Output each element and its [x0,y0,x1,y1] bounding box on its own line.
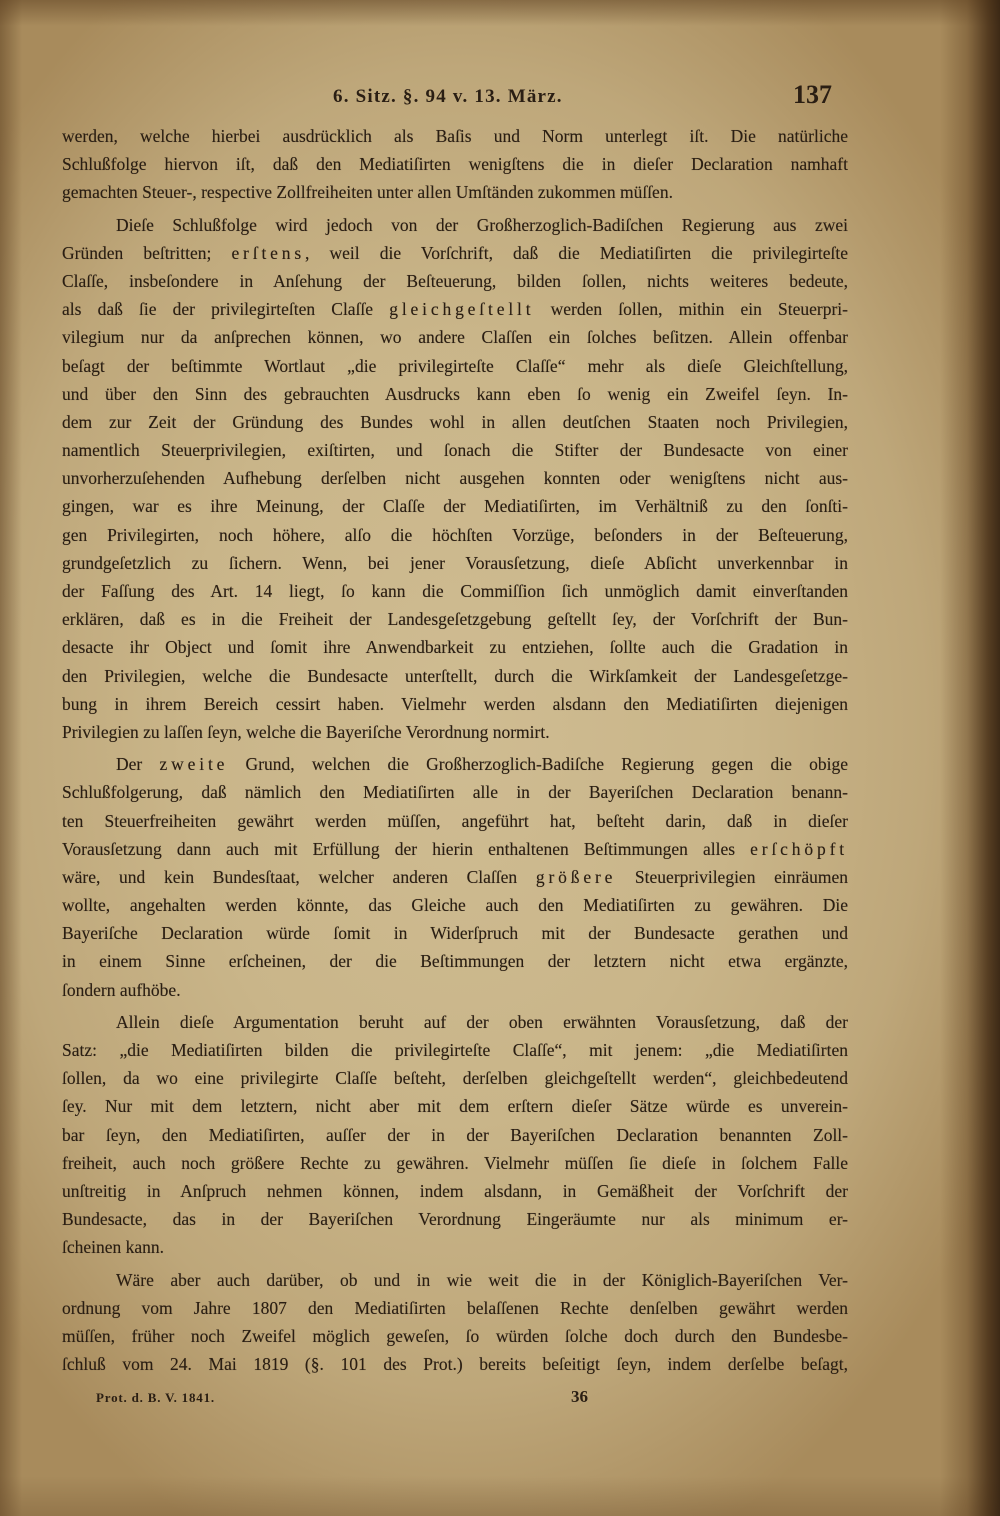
text-line: vilegium nur da anſprechen können, wo andere Claſſen ein ſolches beſitzen. Allein offenbar [62,327,848,348]
sheet-number: 36 [571,1387,588,1406]
text-line: dem zur Zeit der Gründung des Bundes wohl in allen deutſchen Staaten noch Privilegien, [62,411,848,432]
text-line: Dieſe Schlußfolge wird jedoch von der Großherzoglich-Badiſchen Regierung aus zwei [116,214,848,235]
text-line: Bundesacte, das in der Bayeriſchen Verordnung Eingeräumte nur als minimum er- [62,1209,848,1230]
text-line: gingen, war es ihre Meinung, der Claſſe der Mediatiſirten, im Verhältniß zu den ſonſti- [62,496,848,517]
text-line: Schlußfolgerung, daß nämlich den Mediatiſirten alle in der Bayeriſchen Declaration benann- [62,782,848,803]
text-line: werden, welche hierbei ausdrücklich als Baſis und Norm unterlegt iſt. Die natürliche [62,126,848,146]
text-segment: Der [116,754,160,775]
page-number: 137 [793,80,832,109]
spaced-emphasis: erſtens [231,242,306,263]
text-line: gen Privilegirten, noch höhere, alſo die höchſten Vorzüge, beſonders in der Beſteuerung, [62,524,848,545]
text-body [62,122,848,1378]
text-line: in einem Sinne erſcheinen, der die Beſtimmungen der letztern nicht etwa ergänzte, [62,951,848,972]
text-line: ſollen, da wo eine privilegirte Claſſe beſteht, derſelben gleichgeſtellt werden“, gleichbedeutend [62,1068,848,1089]
text-line: desacte ihr Object und ſomit ihre Anwendbarkeit zu entziehen, ſollte auch die Gradation in [62,637,848,658]
text-line: Claſſe, insbeſondere in Anſehung der Beſteuerung, bilden ſollen, nichts weiteres bedeute, [62,270,848,291]
text-line [62,750,848,778]
text-line: ten Steuerfreiheiten gewährt werden müſſen, angeführt hat, beſteht darin, daß in dieſer [62,810,848,831]
text-line: müſſen, früher noch Zweifel möglich geweſen, ſo würden ſolche doch durch den Bundesbe- [62,1325,848,1346]
paragraph [62,1008,848,1262]
text-line: Schlußfolge hiervon iſt, daß den Mediatiſirten wenigſtens die in dieſer Declaration namhaft [62,154,848,175]
spaced-emphasis: zweite [159,754,229,775]
text-segment: Gründen beſtritten; [62,242,232,263]
running-head: 6. Sitz. §. 94 v. 13. März. [333,86,563,107]
text-line: und über den Sinn des gebrauchten Ausdrucks kann eben ſo wenig ein Zweifel ſeyn. In- [62,383,848,404]
text-segment: werden ſollen, mithin ein Steuerpri- [534,299,848,320]
text-line: den Privilegien, welche die Bundesacte unterſtellt, durch die Wirkſamkeit der Landesgeſetzge- [62,665,848,686]
text-line: Privilegien zu laſſen ſeyn, welche die Bayeriſche Verordnung normirt. [62,721,550,742]
paragraph [62,1266,848,1379]
paragraph [62,750,848,1004]
text-line: der Faſſung des Art. 14 liegt, ſo kann die Commiſſion ſich unmöglich damit einverſtanden [62,581,848,601]
text-line [62,295,848,323]
spaced-emphasis: gleichgeſtellt [389,299,535,320]
text-line [62,835,848,863]
text-segment: Vorausſetzung dann auch mit Erfüllung der hierin enthaltenen Beſtimmungen alles [62,838,751,859]
text-line: unſtreitig in Anſpruch nehmen können, indem alsdann, in Gemäßheit der Vorſchrift der [62,1180,848,1201]
page-edge-right [940,0,1000,1516]
paragraph [62,122,848,207]
spaced-emphasis: erſchöpft [750,838,848,859]
text-line: unvorherzuſehenden Aufhebung derſelben nicht ausgehen konnten oder wenigſtens nicht aus- [62,468,848,489]
text-line: Allein dieſe Argumentation beruht auf der oben erwähnten Vorausſetzung, daß der [116,1011,848,1032]
text-line [62,239,848,267]
text-line: ſchluß vom 24. Mai 1819 (§. 101 des Prot.) bereits beſeitigt ſeyn, indem derſelbe beſagt, [62,1354,848,1375]
signature-mark: Prot. d. B. V. 1841. [96,1390,215,1405]
text-line: Wäre aber auch darüber, ob und in wie weit die in der Königlich-Bayeriſchen Ver- [116,1269,848,1290]
text-line [62,863,848,891]
text-segment: , weil die Vorſchrift, daß die Mediatiſirten die privilegirteſte [305,242,848,263]
page-edge-bottom [0,1476,1000,1516]
spaced-emphasis: größere [535,866,617,887]
text-line: ſondern aufhöbe. [62,979,181,1000]
text-line: bar ſeyn, den Mediatiſirten, auſſer der in der Bayeriſchen Declaration benannten Zoll- [62,1124,848,1145]
text-segment: wäre, und kein Bundesſtaat, welcher anderen Claſſen [62,866,536,887]
text-segment: Steuerprivilegien einräumen [616,866,848,887]
paragraph [62,211,848,747]
text-line: ſey. Nur mit dem letztern, nicht aber mit dem erſtern dieſer Sätze würde es unverein- [62,1096,848,1117]
text-line: wollte, angehalten werden könnte, das Gleiche auch den Mediatiſirten zu gewähren. Die [62,895,848,916]
text-line: gemachten Steuer-, respective Zollfreiheiten unter allen Umſtänden zukommen müſſen. [62,182,673,203]
text-line: erklären, daß es in die Freiheit der Landesgeſetzgebung geſtellt ſey, der Vorſchrift der Bun- [62,609,848,630]
text-segment: als daß ſie der privilegirteſten Claſſe [62,299,390,320]
text-line: Satz: „die Mediatiſirten bilden die privilegirteſte Claſſe“, mit jenem: „die Mediatiſirten [62,1040,848,1060]
text-segment: Grund, welchen die Großherzoglich-Badiſche Regierung gegen die obige [228,754,848,775]
text-line: ordnung vom Jahre 1807 den Mediatiſirten belaſſenen Rechte denſelben gewährt werden [62,1297,848,1318]
page-edge-top [0,0,1000,26]
text-line: Bayeriſche Declaration würde ſomit in Widerſpruch mit der Bundesacte gerathen und [62,923,848,944]
text-line: grundgeſetzlich zu ſichern. Wenn, bei jener Vorausſetzung, dieſe Abſicht unverkennbar in [62,552,848,573]
text-line: beſagt der beſtimmte Wortlaut „die privilegirteſte Claſſe“ mehr als dieſe Gleichſtellung, [62,355,848,376]
text-line: ſcheinen kann. [62,1237,165,1258]
text-line: namentlich Steuerprivilegien, exiſtirten, und ſonach die Stifter der Bundesacte von einer [62,440,848,461]
text-line: freiheit, auch noch größere Rechte zu gewähren. Vielmehr müſſen ſie dieſe in ſolchem Falle [62,1152,848,1173]
page-edge-left [0,0,22,1516]
text-line: bung in ihrem Bereich cessirt haben. Vielmehr werden alsdann den Mediatiſirten diejenigen [62,693,848,714]
